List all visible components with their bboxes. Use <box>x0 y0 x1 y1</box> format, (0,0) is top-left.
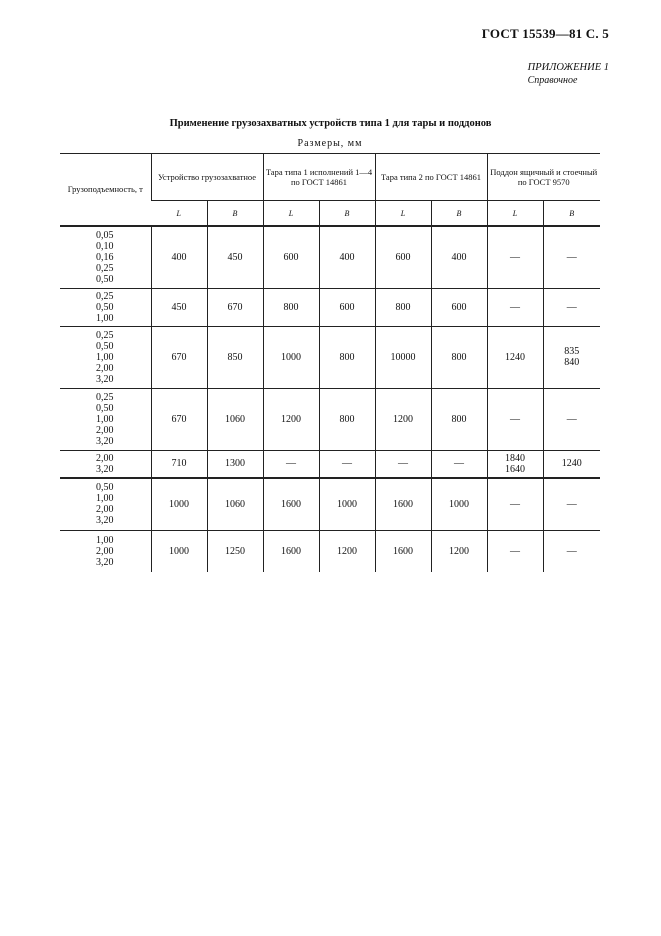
load-values-cell <box>60 226 151 288</box>
load-value: 3,20 <box>96 515 114 527</box>
group-header-container-type1: Тара типа 1 исполнений 1—4 по ГОСТ 14861 <box>263 154 375 201</box>
sub-header-l: L <box>487 201 543 227</box>
load-value: 1,00 <box>96 312 114 324</box>
dimension-cell: 400 <box>319 226 375 288</box>
table-row <box>60 288 600 326</box>
load-values-cell <box>60 478 151 530</box>
group-header-device: Устройство грузозахватное <box>151 154 263 201</box>
dimension-cell: 1060 <box>207 478 263 530</box>
dimension-cell: 1200 <box>263 388 319 450</box>
load-value: 2,00 <box>96 362 114 374</box>
dimension-cell: 1250 <box>207 530 263 572</box>
load-value: 0,50 <box>96 482 114 494</box>
dimension-cell: 670 <box>151 326 207 388</box>
dimension-cell: — <box>375 450 431 478</box>
sub-header-b: B <box>543 201 600 227</box>
appendix-block <box>528 61 609 87</box>
dimension-cell: — <box>487 388 543 450</box>
sub-header-b: B <box>319 201 375 227</box>
sub-header-b: B <box>207 201 263 227</box>
dimension-cell: — <box>543 478 600 530</box>
dimension-cell: 1600 <box>375 478 431 530</box>
dimension-cell: — <box>319 450 375 478</box>
dimension-cell: — <box>487 226 543 288</box>
table-row <box>60 478 600 530</box>
dimension-cell: 400 <box>151 226 207 288</box>
dimension-cell: — <box>543 226 600 288</box>
sub-header-l: L <box>151 201 207 227</box>
table-row <box>60 326 600 388</box>
dimension-cell <box>487 450 543 478</box>
dimension-value: 840 <box>564 357 580 368</box>
dimension-cell: 600 <box>263 226 319 288</box>
dimension-cell: 600 <box>375 226 431 288</box>
dimension-cell: — <box>543 388 600 450</box>
load-values-cell <box>60 388 151 450</box>
dimension-cell: — <box>543 530 600 572</box>
dimension-cell: 670 <box>207 288 263 326</box>
table-row <box>60 530 600 572</box>
dimension-cell: 1600 <box>263 478 319 530</box>
dimension-cell: — <box>263 450 319 478</box>
dimension-cell: 850 <box>207 326 263 388</box>
dimension-value: 1840 <box>505 452 525 464</box>
dimension-cell: 450 <box>151 288 207 326</box>
dimension-cell: 800 <box>431 388 487 450</box>
table-row <box>60 226 600 288</box>
dimension-cell: 10000 <box>375 326 431 388</box>
appendix-note: Справочное <box>527 75 578 86</box>
dimension-cell: 800 <box>375 288 431 326</box>
dimension-cell: — <box>487 288 543 326</box>
load-values-cell <box>60 530 151 572</box>
dimension-cell: 1000 <box>431 478 487 530</box>
load-value: 2,00 <box>96 452 114 464</box>
dimension-cell: 1600 <box>263 530 319 572</box>
load-value: 1,00 <box>96 534 114 546</box>
dimension-cell: 1240 <box>487 326 543 388</box>
dimension-cell: 1200 <box>319 530 375 572</box>
sizes-label: Размеры, мм <box>297 138 363 149</box>
load-value: 0,25 <box>96 262 114 274</box>
sub-header-l: L <box>375 201 431 227</box>
dimension-cell: 1200 <box>431 530 487 572</box>
load-value: 2,00 <box>96 504 114 516</box>
dimension-cell: 450 <box>207 226 263 288</box>
load-value: 3,20 <box>96 435 114 447</box>
dimension-cell: 1000 <box>151 530 207 572</box>
load-value: 0,16 <box>96 251 114 263</box>
load-value: 0,50 <box>96 340 114 352</box>
load-values-cell <box>60 326 151 388</box>
dimension-cell: 400 <box>431 226 487 288</box>
load-value: 3,20 <box>96 556 114 568</box>
dimension-cell: 1300 <box>207 450 263 478</box>
load-value: 0,25 <box>96 329 114 341</box>
dimension-cell: 600 <box>319 288 375 326</box>
load-value: 0,50 <box>96 402 114 414</box>
dimension-cell: — <box>487 530 543 572</box>
load-values-cell <box>60 450 151 478</box>
dimension-cell: — <box>487 478 543 530</box>
load-value: 0,50 <box>96 301 114 313</box>
load-value: 0,25 <box>96 290 114 302</box>
table-row <box>60 450 600 478</box>
load-value: 3,20 <box>96 463 114 475</box>
dimension-cell: 800 <box>431 326 487 388</box>
dimension-cell: 800 <box>319 326 375 388</box>
dimensions-table <box>60 153 600 572</box>
dimension-cell: 800 <box>263 288 319 326</box>
dimension-cell: 1000 <box>319 478 375 530</box>
dimension-cell: — <box>543 288 600 326</box>
load-value: 3,20 <box>96 373 114 385</box>
load-value: 0,50 <box>96 273 114 285</box>
dimension-value: 1640 <box>505 463 525 475</box>
load-value: 0,25 <box>96 391 114 403</box>
dimension-cell: 1600 <box>375 530 431 572</box>
load-value: 0,10 <box>96 240 114 252</box>
dimension-cell: 1240 <box>543 450 600 478</box>
load-value: 2,00 <box>96 545 114 557</box>
dimension-cell: 800 <box>319 388 375 450</box>
dimension-cell: 1000 <box>263 326 319 388</box>
appendix-label: ПРИЛОЖЕНИЕ 1 <box>527 62 609 73</box>
sub-header-b: B <box>431 201 487 227</box>
dimension-cell: 1000 <box>151 478 207 530</box>
load-value: 2,00 <box>96 424 114 436</box>
dimension-value: 835 <box>564 346 580 357</box>
dimension-cell: 1060 <box>207 388 263 450</box>
dimension-cell: 670 <box>151 388 207 450</box>
sub-header-l: L <box>263 201 319 227</box>
dimension-cell <box>543 326 600 388</box>
load-value: 1,00 <box>96 493 114 505</box>
dimension-cell: 710 <box>151 450 207 478</box>
load-value: 1,00 <box>96 351 114 363</box>
dimension-cell: — <box>431 450 487 478</box>
load-values-cell <box>60 288 151 326</box>
group-header-pallet: Поддон ящичный и стоечный по ГОСТ 9570 <box>487 154 600 201</box>
load-value: 1,00 <box>96 413 114 425</box>
load-capacity-header: Грузоподъемность, т <box>60 154 151 227</box>
dimension-cell: 600 <box>431 288 487 326</box>
group-header-container-type2: Тара типа 2 по ГОСТ 14861 <box>375 154 487 201</box>
dimension-cell: 1200 <box>375 388 431 450</box>
table-row <box>60 388 600 450</box>
load-value: 0,05 <box>96 229 114 241</box>
table-title: Применение грузозахватных устройств типа 1 для тары и поддонов <box>169 118 492 129</box>
document-reference: ГОСТ 15539—81 С. 5 <box>481 26 609 41</box>
